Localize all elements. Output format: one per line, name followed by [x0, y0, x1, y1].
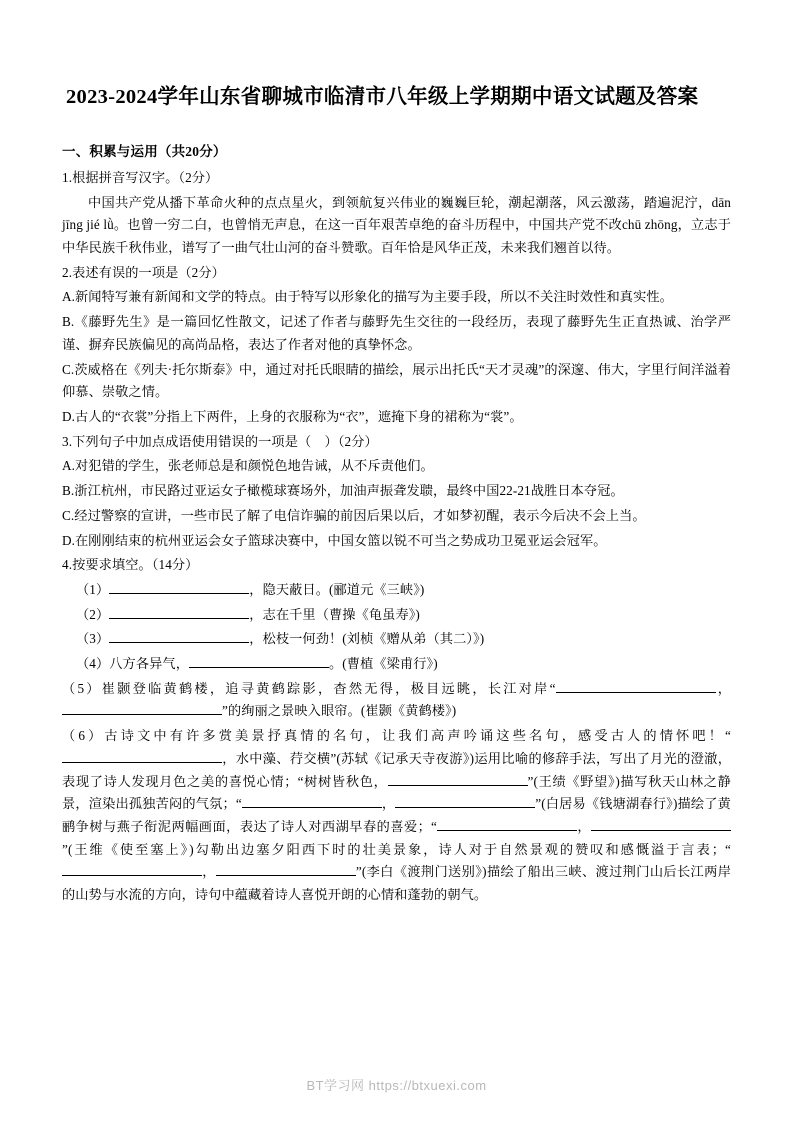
answer-blank[interactable]	[62, 714, 222, 715]
answer-blank[interactable]	[62, 762, 222, 763]
q4-item6-e: ，	[576, 818, 591, 834]
answer-blank[interactable]	[388, 785, 528, 786]
question-3-option-a: A.对犯错的学生，张老师总是和颜悦色地告诫，从不斥责他们。	[62, 458, 434, 474]
q4-item6-f: ”(王维《使至塞上》)勾勒出边塞夕阳西下时的壮美景象，诗人对于自然景观的赞叹和感慨溢于言表；“	[62, 841, 731, 857]
q4-item6-c: ，	[381, 796, 396, 812]
question-2-option-b: B.《藤野先生》是一篇回忆性散文，记述了作者与藤野先生交往的一段经历，表现了藤野先生正直热诚、治学严谨、摒弃民族偏见的高尚品格，表达了作者对他的真挚怀念。	[62, 314, 731, 352]
question-4-item-4	[62, 653, 731, 676]
q4-item6-a: ，水中藻、荇交横”(苏轼《记承天寺夜游》)运用比喻的修辞手法，写出了月光的澄澈，表现了诗人发现月色之美的喜悦心情；“树树皆秋色，	[62, 750, 731, 789]
q4-item1-prefix: （1）	[76, 581, 110, 597]
q4-item4-prefix: （4）八方各异气，	[76, 656, 189, 672]
answer-blank[interactable]	[109, 593, 249, 594]
answer-blank[interactable]	[216, 875, 356, 876]
q4-item6-b: ”(王绩《野望》)描写秋天山林之静景，渲染出孤独苦闷的气氛；“	[62, 773, 731, 812]
question-4-item-5: （5）崔颢登临黄鹤楼，追寻黄鹤踪影，杳然无得，极目远眺，长江对岸“ ，”的绚丽之景映入眼帘。(崔颢《黄鹤楼》)	[62, 680, 731, 719]
question-1-stem: 1.根据拼音写汉字。（2分）	[62, 169, 219, 185]
answer-blank[interactable]	[395, 807, 535, 808]
q4-item6-h: ”(李白《渡荆门送别》)描绘了船出三峡、渡过荆门山后长江两岸的山势与水流的方向，诗句中蕴藏着诗人喜悦开朗的心情和蓬勃的朝气。	[62, 864, 731, 903]
q4-item5-prefix: （5）崔颢登临黄鹤楼，追寻黄鹤踪影，杳然无得，极目远眺，长江对岸“	[62, 680, 556, 696]
question-4-item-6	[62, 725, 731, 907]
page-title: 2023-2024学年山东省聊城市临清市八年级上学期期中语文试题及答案	[66, 86, 699, 108]
question-3-option-d: D.在刚刚结束的杭州亚运会女子篮球决赛中，中国女篮以锐不可当之势成功卫冕亚运会冠军。	[62, 532, 607, 548]
answer-blank[interactable]	[62, 875, 202, 876]
answer-blank[interactable]	[591, 830, 731, 831]
answer-blank[interactable]	[189, 667, 329, 668]
q4-item2-prefix: （2）	[76, 606, 110, 622]
q4-item2-suffix: ，志在千里（曹操《龟虽寿》)	[249, 606, 420, 622]
question-2-option-a: A.新闻特写兼有新闻和文学的特点。由于特写以形象化的描写为主要手段，所以不关注时效性和真实性。	[62, 289, 673, 305]
watermark: BT学习网 https://btxuexi.com	[306, 1078, 487, 1093]
q4-item5-suffix: ”的绚丽之景映入眼帘。(崔颢《黄鹤楼》)	[222, 703, 457, 719]
question-1-body: 中国共产党从播下革命火种的点点星火，到领航复兴伟业的巍巍巨轮，潮起潮落，风云激荡，踏遍泥泞，dān jīng jié lǜ。也曾一穷二白，也曾悄无声息，在这一百年艰苦卓绝的奋斗历程中，中国共产党不改chū zhōng，立志于中华民族千秋伟业，谱写了一曲气壮山河的奋斗赞歌。百年恰是风华正茂，未来我们翘首以待。	[62, 194, 731, 256]
q4-item4-suffix: 。(曹植《梁甫行》)	[329, 656, 438, 672]
answer-blank[interactable]	[109, 618, 249, 619]
q4-item3-prefix: （3）	[76, 631, 110, 647]
question-2-stem: 2.表述有误的一项是（2分）	[62, 264, 225, 280]
question-4-item-1	[62, 579, 731, 602]
question-4-stem: 4.按要求填空。（14分）	[62, 557, 199, 573]
question-3-option-b: B.浙江杭州，市民路过亚运女子橄榄球赛场外，加油声振聋发聩，最终中国22-21战胜日本夺冠。	[62, 483, 624, 499]
question-3-stem: 3.下列句子中加点成语使用错误的一项是（ ）（2分）	[62, 433, 378, 449]
question-2-option-d: D.古人的“衣裳”分指上下两件，上身的衣服称为“衣”，遮掩下身的裙称为“裳”。	[62, 409, 523, 424]
question-4-item-3	[62, 628, 731, 651]
answer-blank[interactable]	[556, 692, 716, 693]
question-2-option-c: C.茨威格在《列夫·托尔斯泰》中，通过对托氏眼睛的描绘，展示出托氏“天才灵魂”的深邃、伟大，字里行间洋溢着仰慕、崇敬之情。	[62, 361, 731, 400]
question-4-item-2	[62, 604, 731, 627]
section-heading-1: 一、积累与运用（共20分）	[62, 143, 227, 159]
q4-item1-suffix: ，隐天蔽日。(郦道元《三峡》)	[249, 581, 425, 597]
q4-item6-d: ”(白居易《钱塘湖春行》)描绘了黄鹂争树与燕子衔泥两幅画面，表达了诗人对西湖早春的喜爱；“	[62, 796, 731, 834]
answer-blank[interactable]	[109, 642, 249, 643]
q4-item3-suffix: ，松枝一何劲！(刘桢《赠从弟（其二）》)	[249, 631, 485, 647]
answer-blank[interactable]	[437, 830, 577, 831]
question-3-option-c: C.经过警察的宣讲，一些市民了解了电信诈骗的前因后果以后，才如梦初醒，表示今后决不会上当。	[62, 507, 646, 523]
answer-blank[interactable]	[242, 807, 382, 808]
q4-item6-prefix: （6）古诗文中有许多赏美景抒真情的名句，让我们高声吟诵这些名句，感受古人的情怀吧！“	[62, 728, 731, 744]
q4-item6-g: ，	[202, 864, 216, 880]
